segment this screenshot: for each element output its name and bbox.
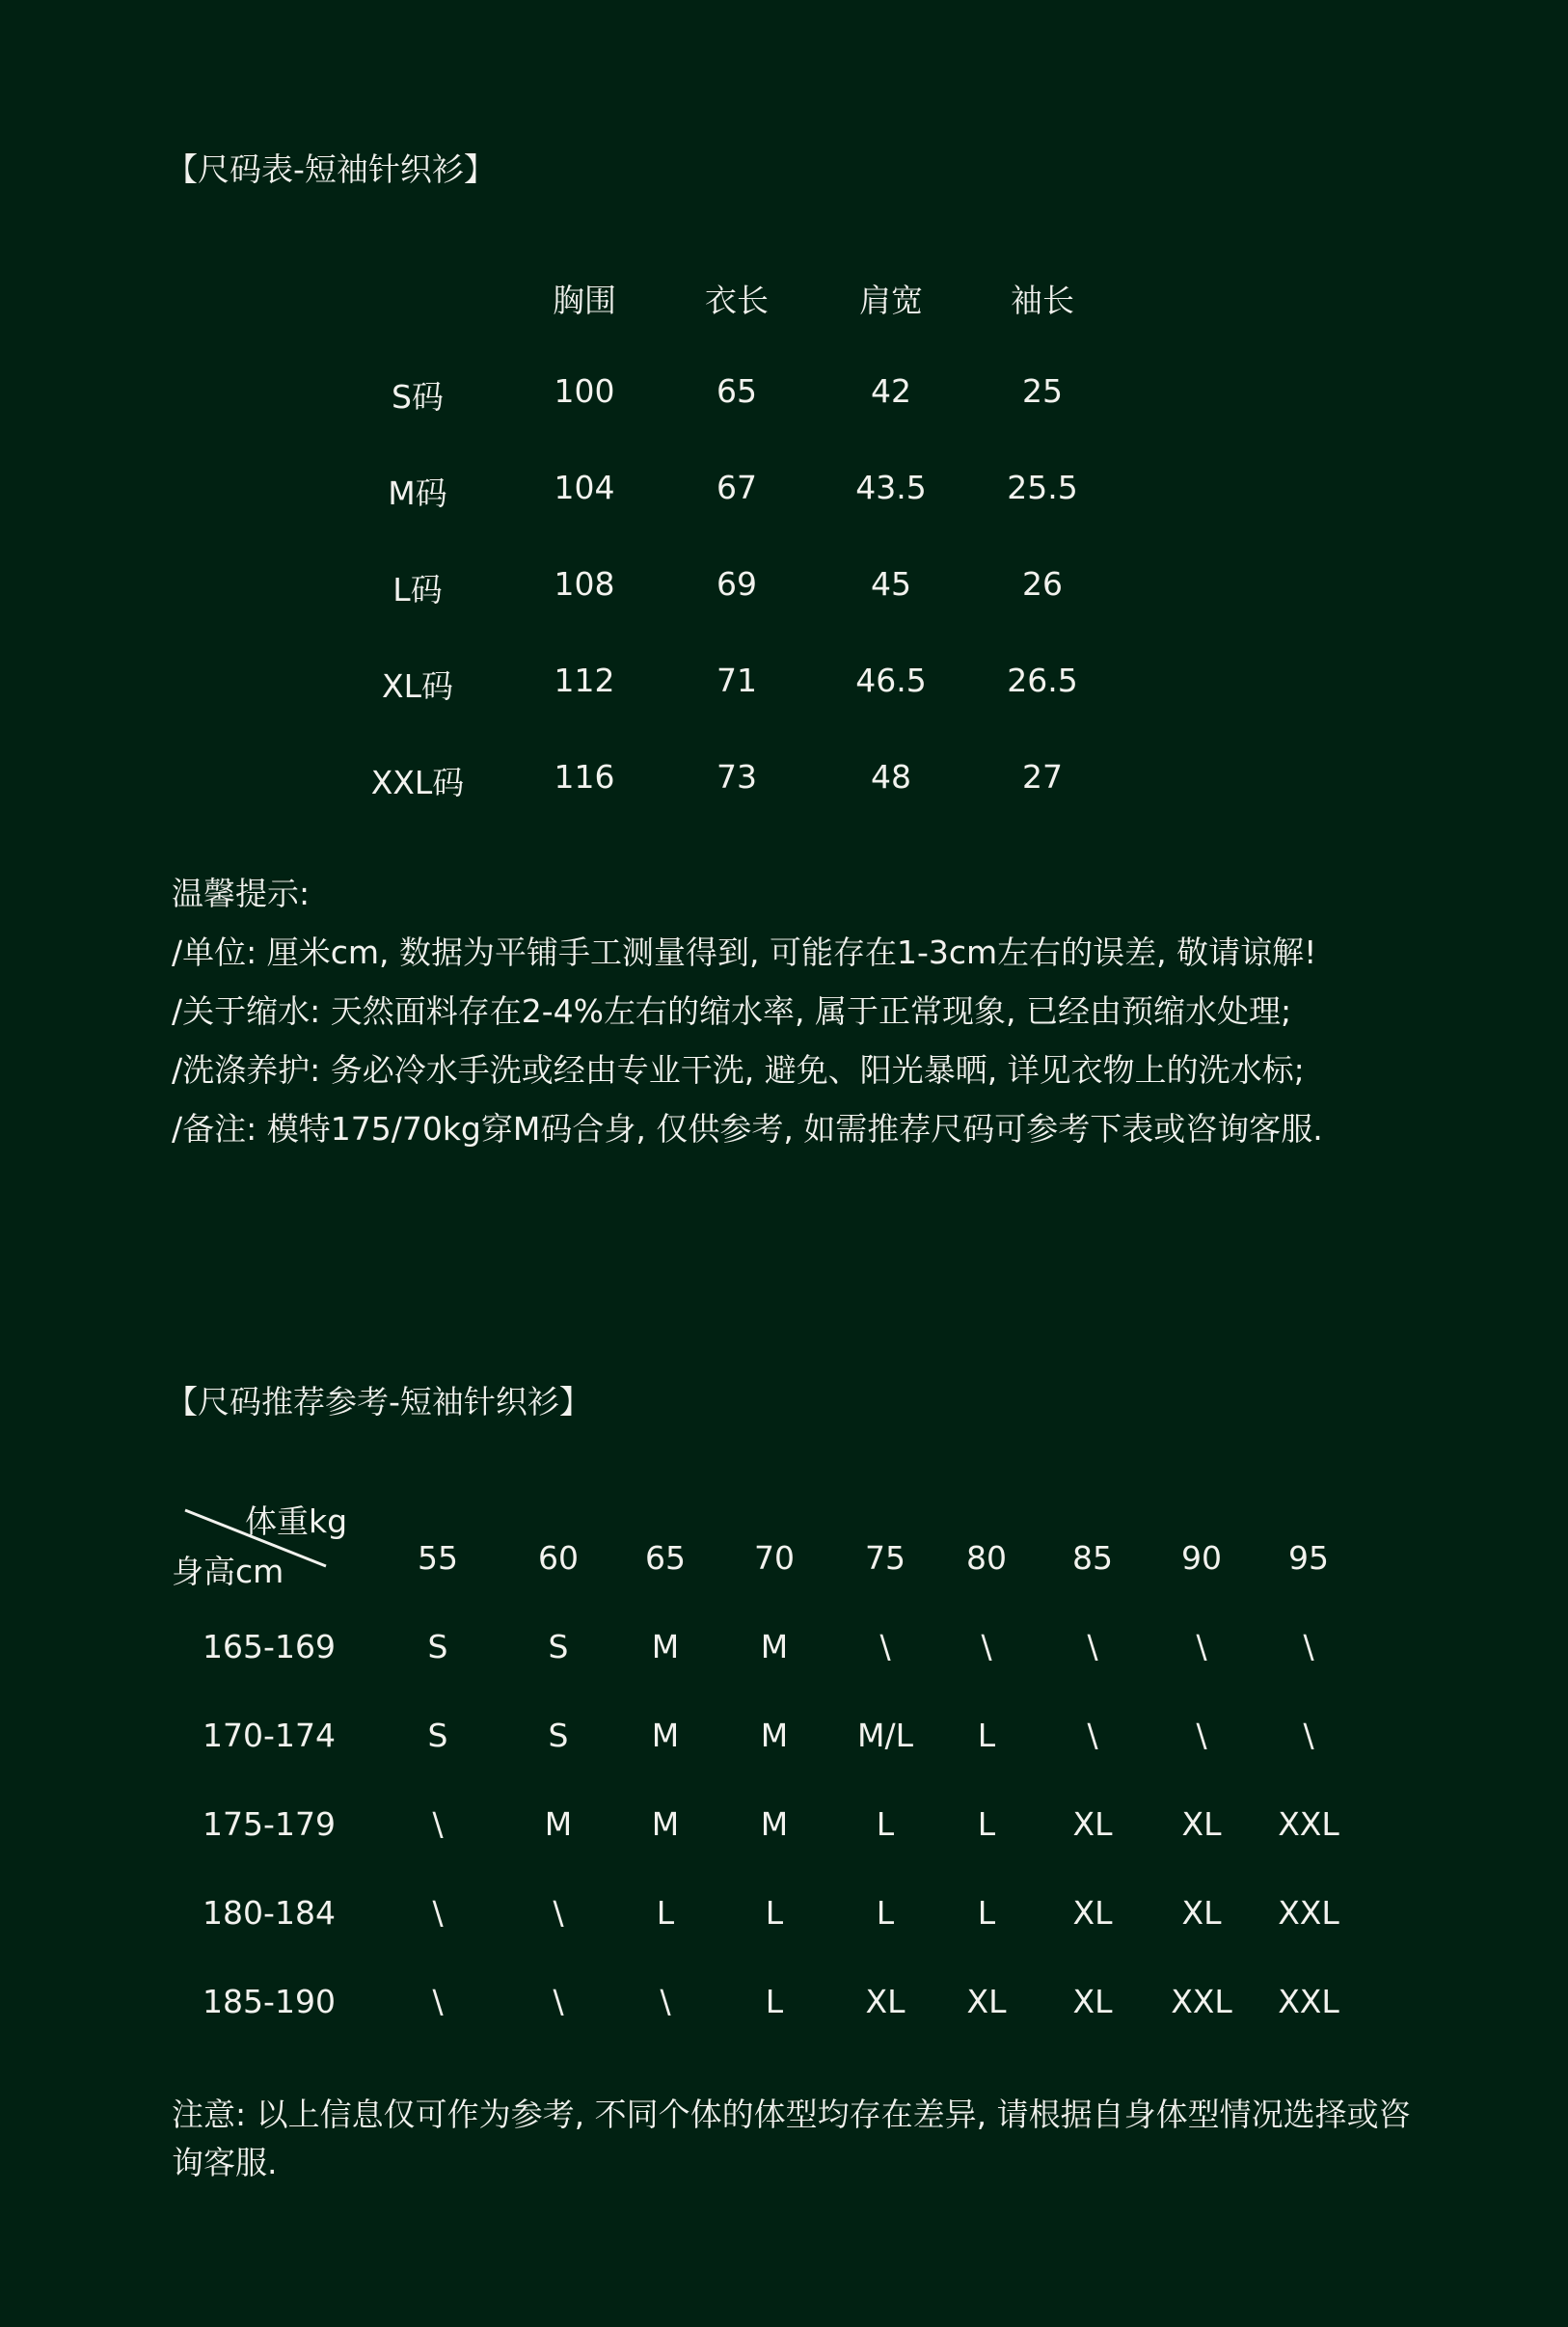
recommend-cell: \ bbox=[432, 1805, 444, 1843]
tips-line: /洗涤养护: 务必冷水手洗或经由专业干洗, 避免、阳光暴晒, 详见衣物上的洗水标; bbox=[172, 1051, 1305, 1089]
size-value: 42 bbox=[871, 372, 911, 410]
recommend-cell: XL bbox=[966, 1983, 1007, 2020]
size-value: 108 bbox=[554, 565, 615, 603]
recommend-cell: XL bbox=[865, 1983, 906, 2020]
recommend-cell: \ bbox=[1196, 1628, 1207, 1665]
recommend-cell: \ bbox=[432, 1894, 444, 1932]
size-label: S码 bbox=[392, 378, 444, 416]
height-label: 180-184 bbox=[203, 1894, 336, 1932]
size-value: 104 bbox=[554, 469, 615, 506]
recommend-cell: \ bbox=[432, 1983, 444, 2020]
size-value: 48 bbox=[871, 758, 911, 796]
size-value: 69 bbox=[716, 565, 757, 603]
recommend-cell: \ bbox=[1087, 1628, 1098, 1665]
recommend-cell: S bbox=[548, 1628, 569, 1665]
size-value: 25.5 bbox=[1007, 469, 1078, 506]
size-value: 73 bbox=[716, 758, 757, 796]
tips-line: /单位: 厘米cm, 数据为平铺手工测量得到, 可能存在1-3cm左右的误差, 敬请谅解! bbox=[172, 934, 1317, 971]
recommend-cell: L bbox=[876, 1805, 895, 1843]
recommend-cell: \ bbox=[553, 1894, 564, 1932]
weight-header: 75 bbox=[865, 1539, 906, 1577]
recommend-cell: L bbox=[765, 1894, 784, 1932]
recommend-cell: S bbox=[427, 1628, 448, 1665]
size-label: L码 bbox=[392, 571, 443, 609]
corner-diagonal-line bbox=[179, 1502, 334, 1572]
weight-header: 90 bbox=[1181, 1539, 1222, 1577]
recommend-cell: \ bbox=[1303, 1628, 1314, 1665]
tips-heading: 温馨提示: bbox=[172, 875, 311, 912]
size-value: 67 bbox=[716, 469, 757, 506]
recommend-cell: S bbox=[427, 1717, 448, 1754]
weight-header: 70 bbox=[754, 1539, 795, 1577]
tips-block bbox=[172, 864, 1323, 1158]
recommend-cell: M bbox=[651, 1717, 680, 1754]
height-label: 175-179 bbox=[203, 1805, 336, 1843]
recommend-cell: S bbox=[548, 1717, 569, 1754]
size-label: M码 bbox=[388, 474, 447, 512]
recommend-cell: XXL bbox=[1171, 1983, 1232, 2020]
size-value: 100 bbox=[554, 372, 615, 410]
tips-line: /关于缩水: 天然面料存在2-4%左右的缩水率, 属于正常现象, 已经由预缩水处理; bbox=[172, 992, 1292, 1030]
size-value: 46.5 bbox=[855, 662, 927, 699]
weight-header: 95 bbox=[1288, 1539, 1329, 1577]
recommend-cell: XL bbox=[1181, 1805, 1222, 1843]
recommend-cell: M bbox=[651, 1628, 680, 1665]
recommend-cell: XL bbox=[1181, 1894, 1222, 1932]
size-value: 25 bbox=[1022, 372, 1063, 410]
recommend-cell: L bbox=[977, 1717, 996, 1754]
size-value: 26 bbox=[1022, 565, 1063, 603]
recommend-cell: M bbox=[760, 1805, 789, 1843]
size-value: 43.5 bbox=[855, 469, 927, 506]
recommend-cell: L bbox=[977, 1894, 996, 1932]
weight-header: 55 bbox=[418, 1539, 458, 1577]
size-value: 26.5 bbox=[1007, 662, 1078, 699]
size-value: 71 bbox=[716, 662, 757, 699]
recommend-cell: \ bbox=[1303, 1717, 1314, 1754]
recommend-cell: L bbox=[876, 1894, 895, 1932]
size-value: 27 bbox=[1022, 758, 1063, 796]
recommend-cell: XL bbox=[1072, 1983, 1113, 2020]
recommend-table-title: 【尺码推荐参考-短袖针织衫】 bbox=[166, 1383, 591, 1421]
size-value: 65 bbox=[716, 372, 757, 410]
size-table-title: 【尺码表-短袖针织衫】 bbox=[166, 150, 496, 188]
weight-header: 80 bbox=[966, 1539, 1007, 1577]
recommend-cell: \ bbox=[981, 1628, 992, 1665]
size-table-header: 胸围 bbox=[553, 282, 616, 319]
weight-header: 65 bbox=[645, 1539, 686, 1577]
recommend-cell: XXL bbox=[1278, 1805, 1339, 1843]
recommend-cell: XXL bbox=[1278, 1894, 1339, 1932]
recommend-cell: M bbox=[760, 1628, 789, 1665]
corner-weight-label: 体重kg bbox=[245, 1502, 348, 1540]
recommend-cell: \ bbox=[553, 1983, 564, 2020]
height-label: 170-174 bbox=[203, 1717, 336, 1754]
corner-height-label: 身高cm bbox=[172, 1553, 284, 1590]
size-table-header: 肩宽 bbox=[859, 282, 923, 319]
recommend-cell: \ bbox=[660, 1983, 671, 2020]
size-value: 116 bbox=[554, 758, 615, 796]
size-table-header: 衣长 bbox=[705, 282, 769, 319]
recommend-cell: XL bbox=[1072, 1894, 1113, 1932]
recommend-cell: \ bbox=[1196, 1717, 1207, 1754]
recommend-cell: \ bbox=[1087, 1717, 1098, 1754]
final-note: 注意: 以上信息仅可作为参考, 不同个体的体型均存在差异, 请根据自身体型情况选择或咨询客服. bbox=[172, 2096, 1411, 2181]
recommend-cell: XL bbox=[1072, 1805, 1113, 1843]
recommend-cell: M bbox=[651, 1805, 680, 1843]
recommend-cell: L bbox=[977, 1805, 996, 1843]
size-label: XXL码 bbox=[370, 764, 465, 801]
recommend-cell: M bbox=[544, 1805, 573, 1843]
height-label: 185-190 bbox=[203, 1983, 336, 2020]
height-label: 165-169 bbox=[203, 1628, 336, 1665]
recommend-cell: M/L bbox=[857, 1717, 913, 1754]
tips-line: /备注: 模特175/70kg穿M码合身, 仅供参考, 如需推荐尺码可参考下表或咨询客服. bbox=[172, 1110, 1323, 1148]
recommend-cell: L bbox=[765, 1983, 784, 2020]
size-table-header: 袖长 bbox=[1011, 282, 1074, 319]
size-label: XL码 bbox=[382, 667, 453, 705]
weight-header: 85 bbox=[1072, 1539, 1113, 1577]
recommend-cell: L bbox=[656, 1894, 675, 1932]
size-value: 45 bbox=[871, 565, 911, 603]
recommend-cell: \ bbox=[879, 1628, 891, 1665]
recommend-cell: XXL bbox=[1278, 1983, 1339, 2020]
weight-header: 60 bbox=[538, 1539, 579, 1577]
recommend-cell: M bbox=[760, 1717, 789, 1754]
size-value: 112 bbox=[554, 662, 615, 699]
